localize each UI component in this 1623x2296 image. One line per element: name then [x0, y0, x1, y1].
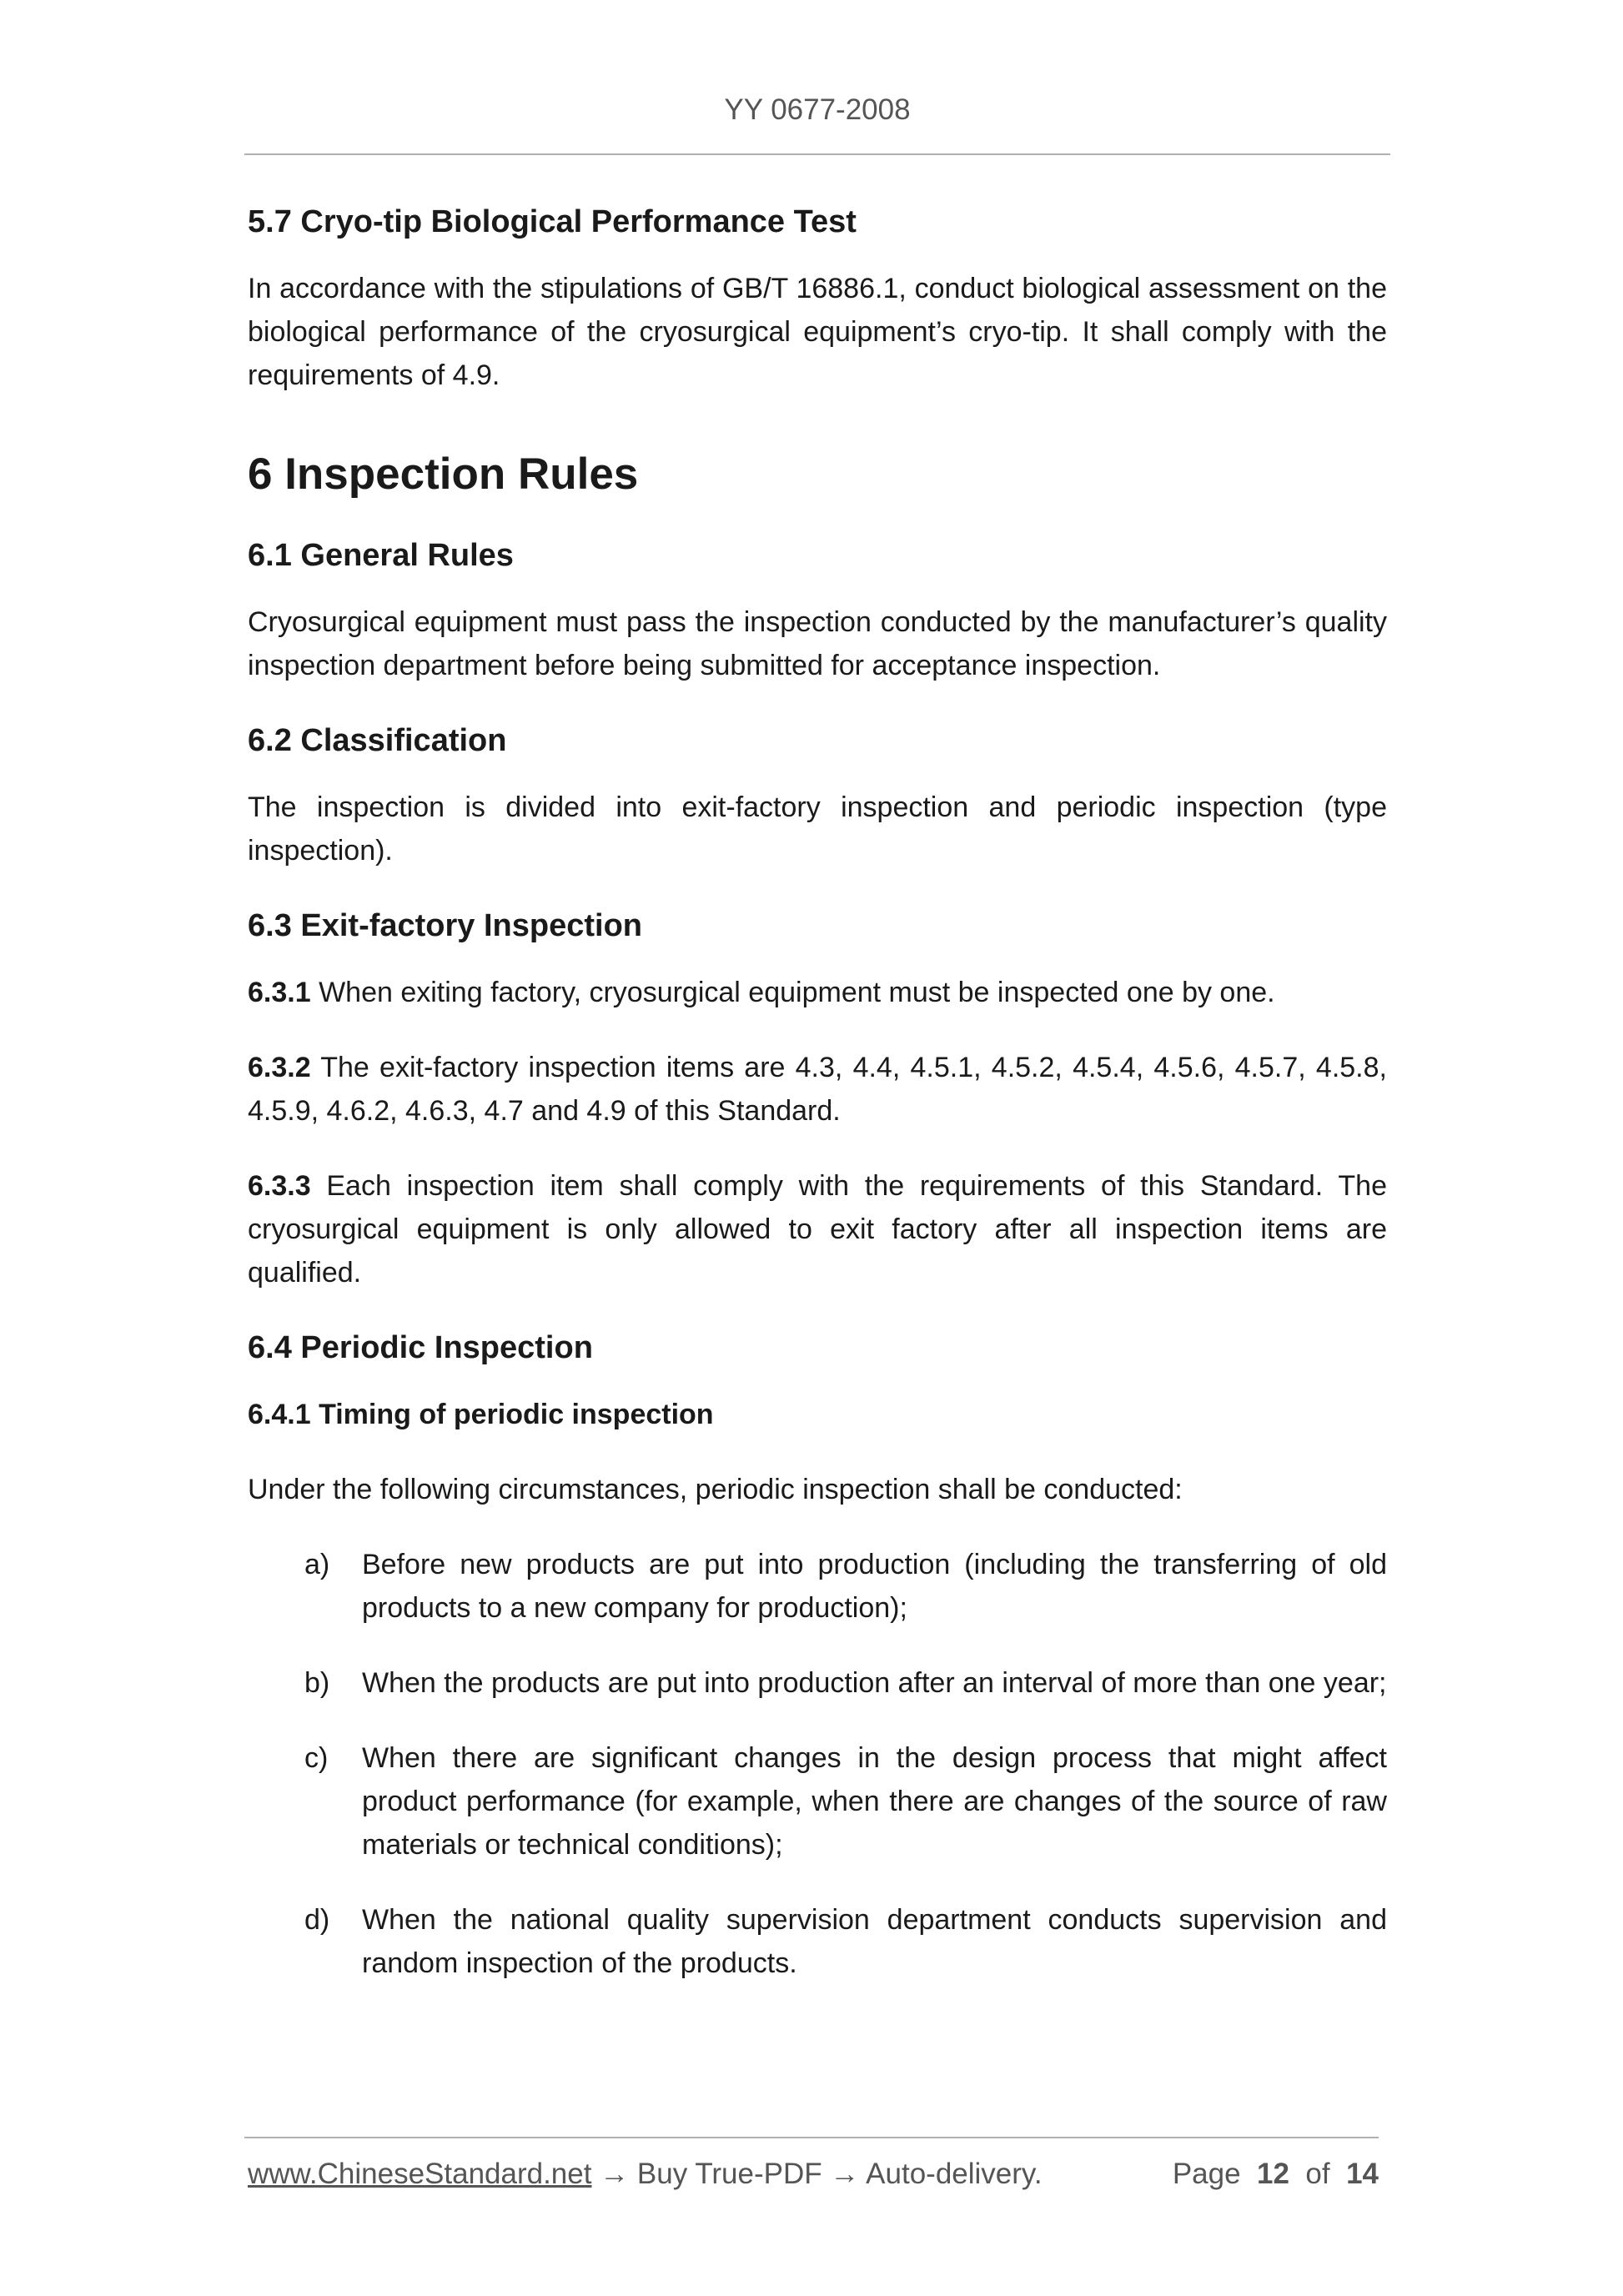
clause-number: 6.3.2 [248, 1052, 311, 1083]
list-item [248, 1898, 1387, 1985]
section-6-2-text: The inspection is divided into exit-factory inspection and periodic inspection (type inspection). [248, 791, 1387, 867]
section-5-7-text: In accordance with the stipulations of GB/T 16886.1, conduct biological assessment on the biological performance of the cryosurgical equipment’s cryo-tip. It shall comply with the requirements of 4.9. [248, 273, 1387, 391]
page-label: Page [1172, 2158, 1241, 2190]
clause-number: 6.3.3 [248, 1170, 311, 1202]
footer-divider [244, 2137, 1379, 2138]
list-item [248, 1543, 1387, 1630]
clause-6-3-1 [248, 971, 1387, 1014]
list-item-text: When the national quality supervision department conducts supervision and random inspection of the products. [362, 1904, 1387, 1979]
header-divider [244, 153, 1390, 155]
page-current: 12 [1257, 2158, 1289, 2190]
page-number [1173, 2153, 1379, 2195]
list-marker: b) [304, 1667, 330, 1699]
list-item-text: When the products are put into production after an interval of more than one year; [362, 1667, 1387, 1699]
clause-text: Each inspection item shall comply with the requirements of this Standard. The cryosurgical equipment is only allowed to exit factory after all inspection items are qualified. [248, 1170, 1387, 1289]
list-item-text: When there are significant changes in the design process that might affect product performance (for example, when there are changes of the source of raw materials or technical conditions); [362, 1742, 1387, 1861]
of-label: of [1305, 2158, 1330, 2190]
chapter-6-heading: 6 Inspection Rules [248, 450, 639, 499]
document-body [248, 200, 1387, 2017]
list-item [248, 1661, 1387, 1705]
clause-6-4-1-heading: 6.4.1 Timing of periodic inspection [248, 1399, 714, 1430]
clause-text: The exit-factory inspection items are 4.3, 4.4, 4.5.1, 4.5.2, 4.5.4, 4.5.6, 4.5.7, 4.5.8, 4.5.9, 4.6.2, 4.6.3, 4.7 and 4.9 of this Standard. [248, 1052, 1387, 1127]
page-footer [248, 2153, 1379, 2195]
list-marker: a) [304, 1549, 330, 1580]
list-marker: d) [304, 1904, 330, 1936]
clause-6-4-1-intro: Under the following circumstances, periodic inspection shall be conducted: [248, 1474, 1183, 1505]
page-total: 14 [1346, 2158, 1379, 2190]
clause-6-3-3 [248, 1164, 1387, 1294]
website-link[interactable]: www.ChineseStandard.net [248, 2158, 592, 2190]
section-6-4-heading: 6.4 Periodic Inspection [248, 1330, 593, 1365]
section-6-1-heading: 6.1 General Rules [248, 538, 514, 573]
page-header: YY 0677-2008 [724, 93, 911, 126]
clause-number: 6.3.1 [248, 977, 311, 1008]
list-marker: c) [304, 1742, 329, 1774]
section-6-3-heading: 6.3 Exit-factory Inspection [248, 908, 643, 943]
list-item-text: Before new products are put into production (including the transferring of old products to a new company for production); [362, 1549, 1387, 1624]
clause-text: When exiting factory, cryosurgical equipment must be inspected one by one. [310, 977, 1275, 1008]
footer-tagline: → Buy True-PDF → Auto-delivery. [591, 2158, 1043, 2190]
section-5-7-heading: 5.7 Cryo-tip Biological Performance Test [248, 204, 857, 239]
section-6-1-text: Cryosurgical equipment must pass the inspection conducted by the manufacturer’s quality inspection department before being submitted for acceptance inspection. [248, 606, 1387, 681]
list-item [248, 1736, 1387, 1866]
clause-6-3-2 [248, 1046, 1387, 1133]
section-6-2-heading: 6.2 Classification [248, 723, 507, 758]
